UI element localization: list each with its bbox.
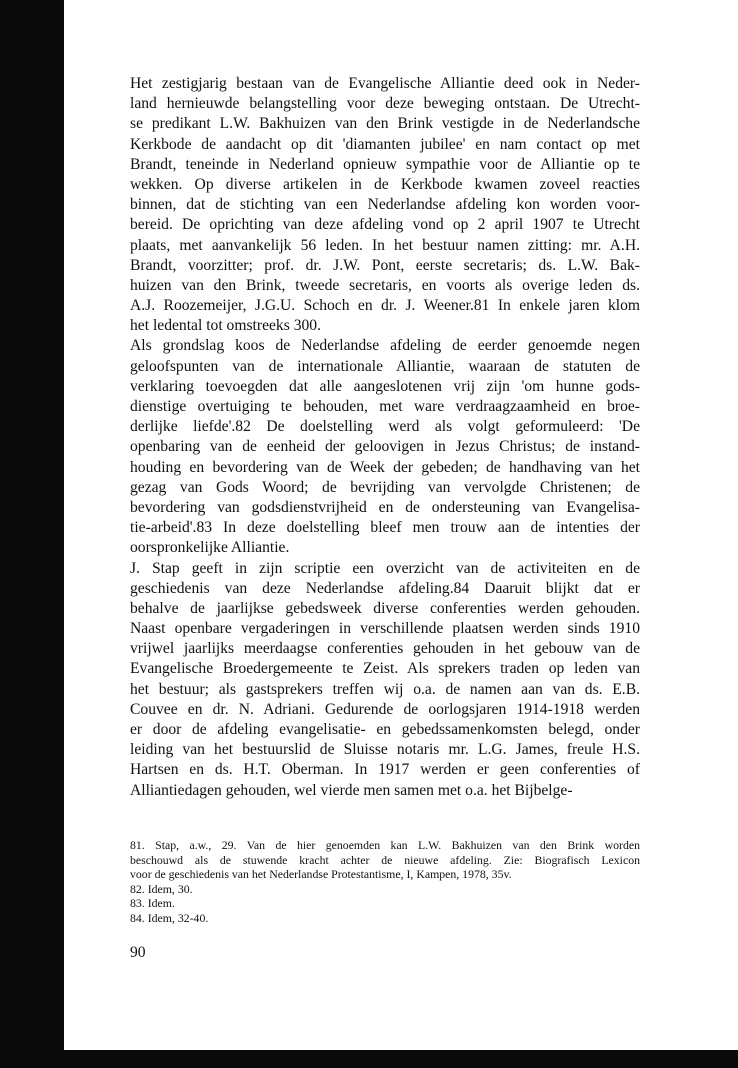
footnotes — [130, 838, 640, 926]
body-line: J. Stap geeft in zijn scriptie een overzicht van de activiteiten en de — [130, 559, 640, 577]
body-line: het bestuur; als gastsprekers treffen wij o.a. de namen aan van ds. E.B. — [130, 680, 640, 698]
body-line: wekken. Op diverse artikelen in de Kerkbode kwamen zoveel reacties — [130, 175, 640, 193]
body-line: Brandt, voorzitter; prof. dr. J.W. Pont, eerste secretaris; ds. L.W. Bak- — [130, 256, 640, 274]
body-line: huizen van den Brink, tweede secretaris, en voorts als overige leden ds. — [130, 276, 640, 294]
body-line: oorspronkelijke Alliantie. — [130, 539, 290, 557]
body-text — [130, 74, 640, 801]
body-line: Kerkbode de aandacht op dit 'diamanten jubilee' en nam contact op met — [130, 135, 640, 153]
body-line: dienstige overtuiging te behouden, met ware verdraagzaamheid en broe- — [130, 398, 640, 415]
body-line: A.J. Roozemeijer, J.G.U. Schoch en dr. J. Weener.81 In enkele jaren klom — [130, 297, 640, 315]
body-line: Evangelische Broedergemeente te Zeist. Als sprekers traden op leden van — [130, 660, 640, 678]
scan-bottom-border — [0, 1050, 738, 1068]
body-line: geloofspunten van de internationale Alliantie, waaraan de statuten de — [130, 357, 640, 375]
body-line: gezag van Gods Woord; de bevrijding van vervolgde Christenen; de — [130, 478, 640, 496]
body-line: binnen, dat de stichting van een Nederlandse afdeling kon worden voor- — [130, 196, 640, 214]
body-line: openbaring van de eenheid der geloovigen in Jezus Christus; de instand- — [130, 438, 640, 456]
body-line: Als grondslag koos de Nederlandse afdeling de eerder genoemde negen — [130, 337, 640, 355]
footnote-line: 81. Stap, a.w., 29. Van de hier genoemden kan L.W. Bakhuizen van den Brink worden — [130, 838, 640, 852]
body-line: het ledental tot omstreeks 300. — [130, 317, 321, 335]
footnote-line: voor de geschiedenis van het Nederlandse Protestantisme, I, Kampen, 1978, 35v. — [130, 867, 512, 882]
footnote-line: 83. Idem. — [130, 896, 175, 911]
page-number: 90 — [130, 944, 146, 961]
body-line: verklaring toevoegden dat alle aangeslotenen vrij zijn 'om hunne gods- — [130, 377, 640, 395]
footnote-line: beschouwd als de stuwende kracht achter de nieuwe afdeling. Zie: Biografisch Lexicon — [130, 852, 640, 867]
body-line: Het zestigjarig bestaan van de Evangelische Alliantie deed ook in Neder- — [130, 75, 640, 92]
body-line: houding en bevordering van de Week der gebeden; de handhaving van het — [130, 458, 640, 476]
footnote-line: 82. Idem, 30. — [130, 881, 193, 896]
body-line: geschiedenis van deze Nederlandse afdeling.84 Daaruit blijkt dat er — [130, 579, 640, 597]
body-line: Couvee en dr. N. Adriani. Gedurende de oorlogsjaren 1914-1918 werden — [130, 700, 640, 718]
body-line: plaats, met aanvankelijk 56 leden. In het bestuur namen zitting: mr. A.H. — [130, 236, 640, 254]
scan-left-border — [0, 0, 64, 1068]
body-line: Brandt, teneinde in Nederland opnieuw sympathie voor de Alliantie op te — [130, 155, 640, 173]
body-line: tie-arbeid'.83 In deze doelstelling bleef men trouw aan de intenties der — [130, 519, 640, 537]
body-line: leiding van het bestuurslid de Sluisse notaris mr. L.G. James, freule H.S. — [130, 741, 640, 759]
body-line: Alliantiedagen gehouden, wel vierde men samen met o.a. het Bijbelge- — [130, 781, 573, 799]
body-line: Hartsen en ds. H.T. Oberman. In 1917 werden er geen conferenties of — [130, 761, 640, 779]
body-line: Naast openbare vergaderingen in verschillende plaatsen werden sinds 1910 — [130, 620, 640, 638]
body-line: er door de afdeling evangelisatie- en gebedssamenkomsten belegd, onder — [130, 721, 640, 738]
body-line: se predikant L.W. Bakhuizen van den Brink vestigde in de Nederlandsche — [130, 115, 640, 133]
body-line: behalve de jaarlijkse gebedsweek diverse conferenties werden gehouden. — [130, 599, 640, 617]
body-line: land hernieuwde belangstelling voor deze beweging ontstaan. De Utrecht- — [130, 95, 640, 113]
body-line: bevordering van godsdienstvrijheid en de ondersteuning van Evangelisa- — [130, 498, 640, 516]
body-line: derlijke liefde'.82 De doelstelling werd als volgt geformuleerd: 'De — [130, 418, 640, 436]
body-line: bereid. De oprichting van deze afdeling vond op 2 april 1907 te Utrecht — [130, 216, 640, 234]
body-line: vrijwel jaarlijks meerdaagse conferenties gehouden in het gebouw van de — [130, 640, 640, 658]
footnote-line: 84. Idem, 32-40. — [130, 910, 209, 925]
